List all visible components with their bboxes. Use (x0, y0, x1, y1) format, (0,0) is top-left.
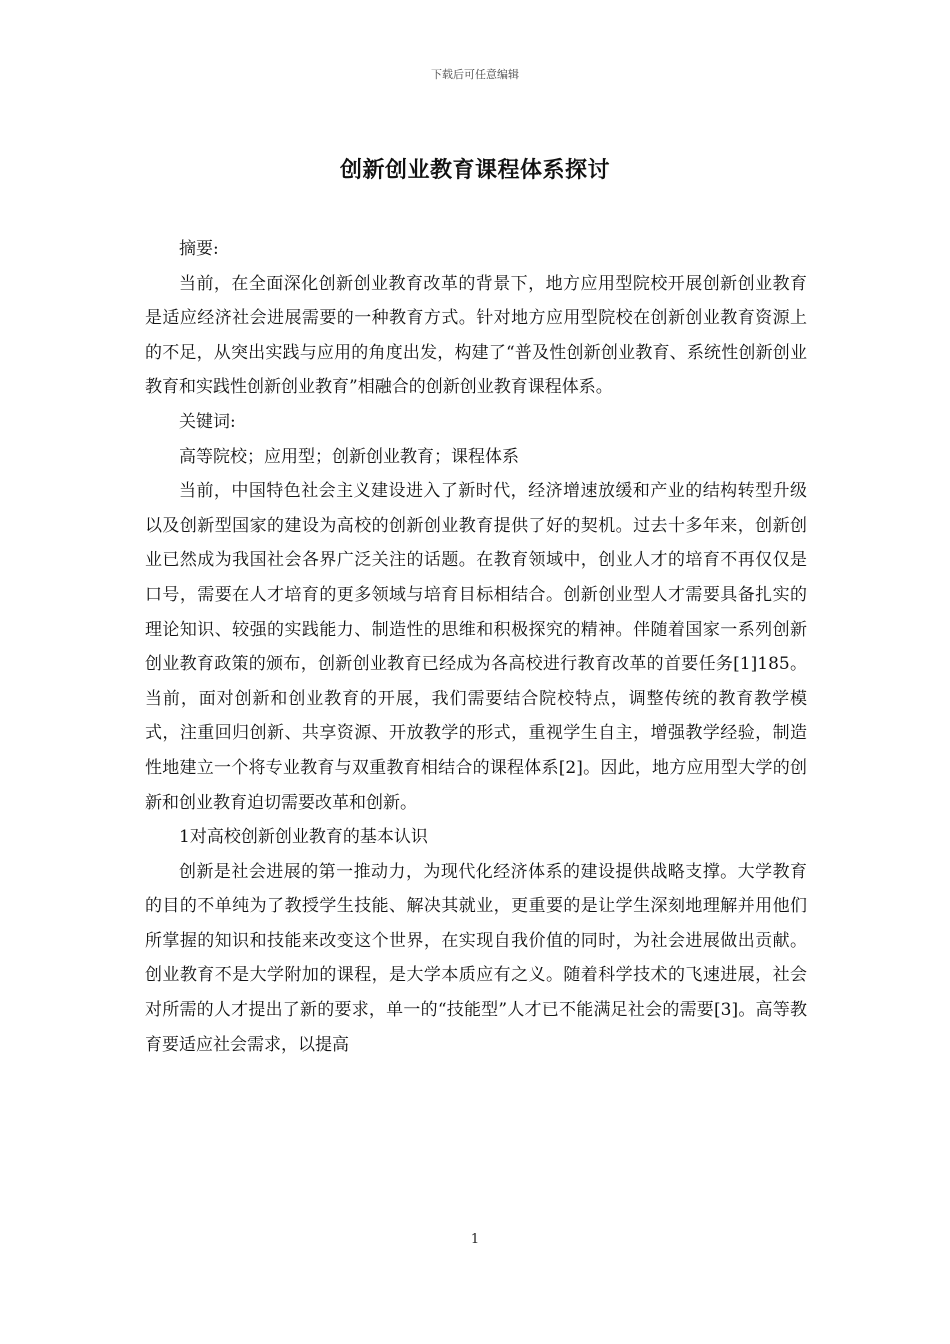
abstract-paragraph: 当前，在全面深化创新创业教育改革的背景下，地方应用型院校开展创新创业教育是适应经济社会进展需要的一种教育方式。针对地方应用型院校在创新创业教育资源上的不足，从突出实践与应用的角度出发，构建了“普及性创新创业教育、系统性创新创业教育和实践性创新创业教育”相融合的创新创业教育课程体系。 (145, 273, 807, 398)
section-heading: 1对高校创新创业教育的基本认识 (179, 827, 428, 848)
page-number: 1 (470, 1232, 480, 1247)
intro-paragraph: 当前，中国特色社会主义建设进入了新时代，经济增速放缓和产业的结构转型升级以及创新型国家的建设为高校的创新创业教育提供了好的契机。过去十多年来，创新创业已然成为我国社会各界广泛关注的话题。在教育领域中，创业人才的培育不再仅仅是口号，需要在人才培育的更多领域与培育目标相结合。创新创业型人才需要具备扎实的理论知识、较强的实践能力、制造性的思维和积极探究的精神。伴随着国家一系列创新创业教育政策的颁布，创新创业教育已经成为各高校进行教育改革的首要任务[1]185。当前，面对创新和创业教育的开展，我们需要结合院校特点，调整传统的教育教学模式，注重回归创新、共享资源、开放教学的形式，重视学生自主，增强教学经验，制造性地建立一个将专业教育与双重教育相结合的课程体系[2]。因此，地方应用型大学的创新和创业教育迫切需要改革和创新。 (145, 481, 807, 813)
header-note: 下载后可任意编辑 (431, 68, 519, 81)
section-paragraph: 创新是社会进展的第一推动力，为现代化经济体系的建设提供战略支撑。大学教育的目的不单纯为了教授学生技能、解决其就业，更重要的是让学生深刻地理解并用他们所掌握的知识和技能来改变这个世界，在实现自我价值的同时，为社会进展做出贡献。创业教育不是大学附加的课程，是大学本质应有之义。随着科学技术的飞速进展，社会对所需的人才提出了新的要求，单一的“技能型”人才已不能满足社会的需要[3]。高等教育要适应社会需求，以提高 (145, 861, 807, 1055)
document-title: 创新创业教育课程体系探讨 (339, 158, 610, 183)
document-body (145, 232, 807, 1062)
keywords-label: 关键词: (179, 411, 236, 432)
abstract-label: 摘要: (179, 239, 219, 259)
keywords-paragraph: 高等院校；应用型；创新创业教育；课程体系 (179, 446, 519, 467)
